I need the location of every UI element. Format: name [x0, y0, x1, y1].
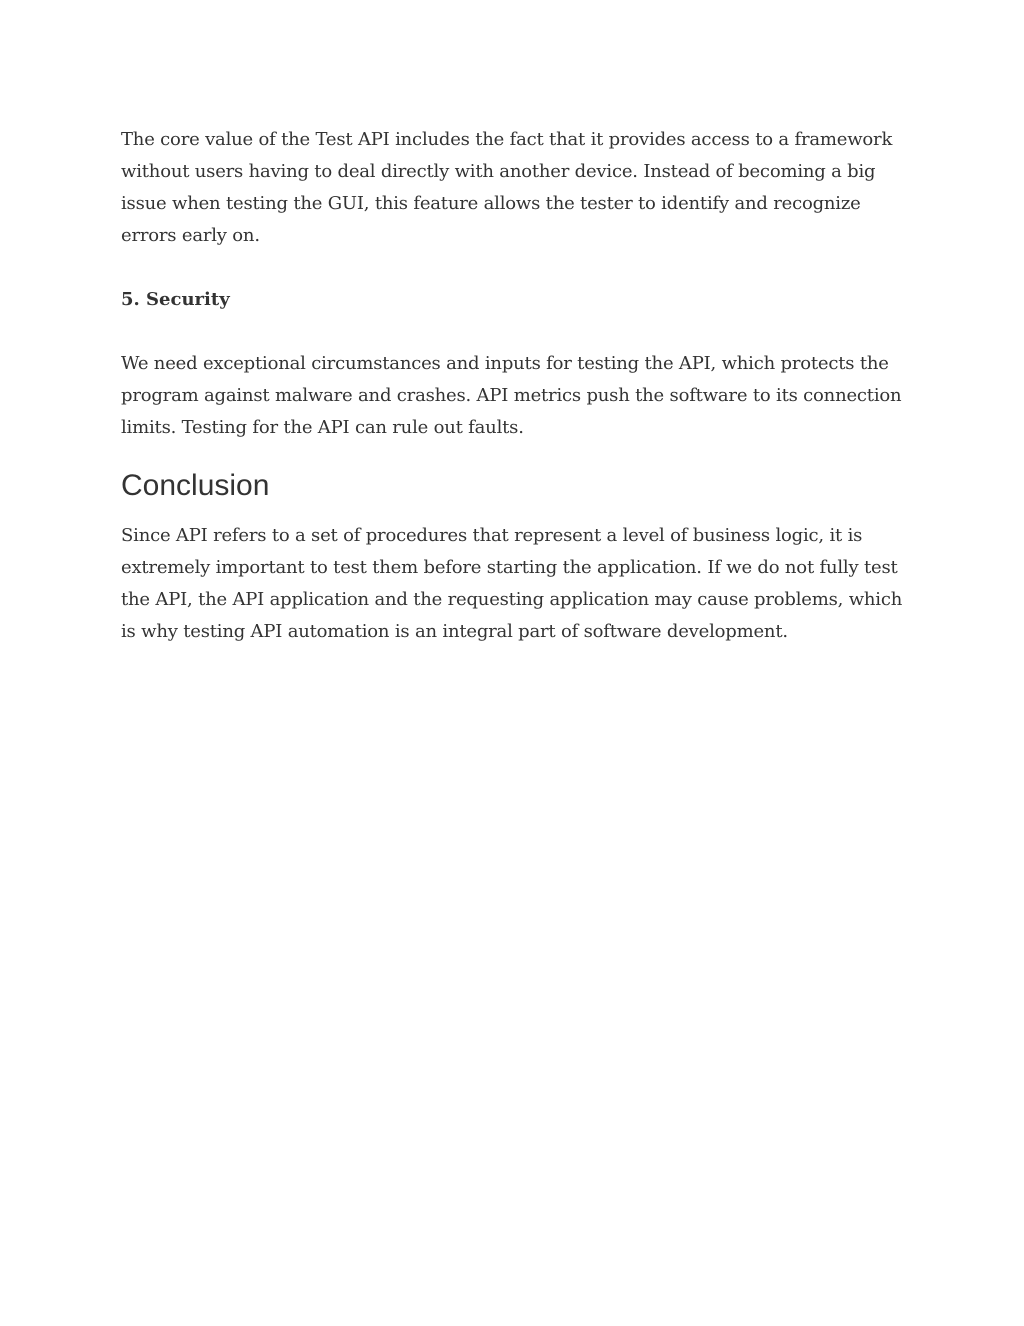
conclusion-paragraph: Since API refers to a set of procedures that represent a level of business logic, it is extremely important to test them before starting the application. If we do not fully test the API, the API application and the requesting application may cause problems, which is why testing API automation is an integral part of software development. [121, 525, 903, 642]
conclusion-heading: Conclusion [121, 469, 270, 502]
security-paragraph: We need exceptional circumstances and inputs for testing the API, which protects the program against malware and crashes. API metrics push the software to its connection limits. Testing for the API can rule out faults. [121, 353, 902, 438]
document-content [121, 124, 911, 648]
security-subheading: 5. Security [121, 289, 230, 310]
intro-paragraph: The core value of the Test API includes the fact that it provides access to a framework without users having to deal directly with another device. Instead of becoming a big issue when testing the GUI, this feature allows the tester to identify and recognize errors early on. [121, 129, 893, 246]
